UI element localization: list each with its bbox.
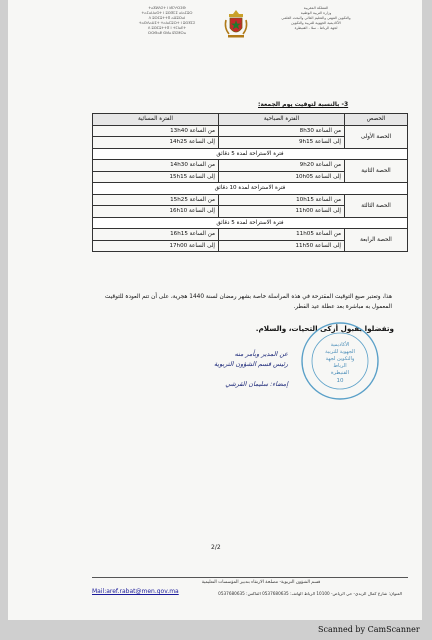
signature-line-1: عن المدير وبأمر منه (234, 350, 288, 358)
evening-start: من الساعة 13h40 (93, 125, 219, 137)
header-morning: الفترة الصباحية (219, 114, 345, 126)
header-evening: الفترة المسائية (93, 114, 219, 126)
break-text: فترة الاستراحة لمدة 5 دقائق (93, 217, 408, 229)
section-title: 3- بالنسبة لتوقيت يوم الجمعة: (258, 101, 349, 108)
signature-line-2: رئيس قسم الشؤون التربوية (213, 360, 288, 368)
page-number: 2/2 (211, 544, 221, 551)
morning-end: إلى الساعة 11h50 (219, 240, 345, 252)
signature-line-3: إمضاء: سليمان القرشي (225, 380, 288, 388)
session-label: الحصة الرابعة (345, 229, 408, 252)
table-row (93, 229, 408, 241)
header-arabic: المملكة المغربية وزارة التربية الوطنية والتكوين المهني والتعليم العالي والبحث العلمي الأكاديمية الجهوية للتربية والتكوين لجهة الرباط - سلا - القنيطرة (281, 6, 351, 30)
break-row (93, 148, 408, 160)
body-paragraph: هذا، وتعتبر صيغ التوقيت المقترحة في هذه المراسلة خاصة بشهر رمضان لسنة 1440 هجرية، على أن تتم العودة للتوقيت المعمول به مباشرة بعد عطلة عيد الفطر. (104, 294, 392, 310)
official-stamp (298, 318, 382, 404)
evening-end: إلى الساعة 17h00 (93, 240, 219, 252)
stamp-line-4: الرباط (333, 363, 347, 369)
footer-department: قسم الشؤون التربوية- مصلحة الارتقاء بتدبير المؤسسات التعليمية (201, 580, 321, 585)
evening-end: إلى الساعة 15h15 (93, 171, 219, 183)
footer-divider (92, 577, 408, 578)
header-sessions: الحصص (345, 114, 408, 126)
morning-end: إلى الساعة 10h05 (219, 171, 345, 183)
morning-end: إلى الساعة 11h00 (219, 206, 345, 218)
stamp-line-5: القنيطرة (331, 370, 349, 376)
royal-emblem-icon (222, 8, 250, 40)
header-amazigh: ⵜⴰⴳⵍⴷⵉⵜ ⵏ ⵍⵎⵖⵔⵉⴱ ⵜⴰⵎⴰⵡⴰⵙⵜ ⵏ ⵓⵙⴳⵎⵉ ⴰⵏⴰⵎⵓⵔ ⴷ ⵓⵙⵎⵓⵜⵜⴳ ⴰⵣⵓⵔⴰⵏ ⵜⴰⵙⴷⴰⵡⵉⵜ ⵜⴰⵏⴰⵎⵓⵔⵜ ⵏ ⵓⵙⴳⵎⵉ ⴷ ⵓⵙⵎⵓⵜⵜⴳ ⵏ ⵜⵎⵏⴰⴹⵜ ⵔⵔⴱⴰⵟ ⵙⵍⴰ ⵇⵏⵉⵟⵔⴰ (138, 6, 196, 35)
stamp-number: 10 (336, 378, 344, 384)
session-label: الحصة الثالثة (345, 194, 408, 217)
table-row (93, 194, 408, 206)
scanner-watermark: Scanned by CamScanner (318, 625, 420, 634)
evening-start: من الساعة 16h15 (93, 229, 219, 241)
evening-start: من الساعة 14h30 (93, 160, 219, 172)
break-row (93, 183, 408, 195)
morning-start: من الساعة 11h05 (219, 229, 345, 241)
table-row (93, 125, 408, 137)
evening-end: إلى الساعة 16h10 (93, 206, 219, 218)
schedule-table (92, 113, 408, 252)
morning-start: من الساعة 8h30 (219, 125, 345, 137)
footer-address: العنوان: شارع كمال الزبدي- حي الرياض- 10100 الرباط الهاتف: 0537680635 الفاكس: 0537680635 (218, 591, 402, 596)
morning-start: من الساعة 9h20 (219, 160, 345, 172)
morning-end: إلى الساعة 9h15 (219, 137, 345, 149)
evening-end: إلى الساعة 14h25 (93, 137, 219, 149)
break-text: فترة الاستراحة لمدة 10 دقائق (93, 183, 408, 195)
session-label: الحصة الأولى (345, 125, 408, 148)
morning-start: من الساعة 10h15 (219, 194, 345, 206)
closing-line: وتفضلوا بقبول أزكى التحيات، والسلام. (255, 324, 394, 333)
table-header-row (93, 114, 408, 126)
break-row (93, 217, 408, 229)
stamp-line-1: الأكاديمية (330, 342, 350, 348)
break-text: فترة الاستراحة لمدة 5 دقائق (93, 148, 408, 160)
document-page (8, 0, 422, 620)
stamp-line-3: والتكوين لجهة (325, 356, 355, 362)
session-label: الحصة الثانية (345, 160, 408, 183)
footer-email-link[interactable]: Mail:aref.rabat@men.gov.ma (92, 588, 179, 595)
table-row (93, 160, 408, 172)
stamp-line-2: الجهوية للتربية (325, 349, 355, 355)
evening-start: من الساعة 15h25 (93, 194, 219, 206)
